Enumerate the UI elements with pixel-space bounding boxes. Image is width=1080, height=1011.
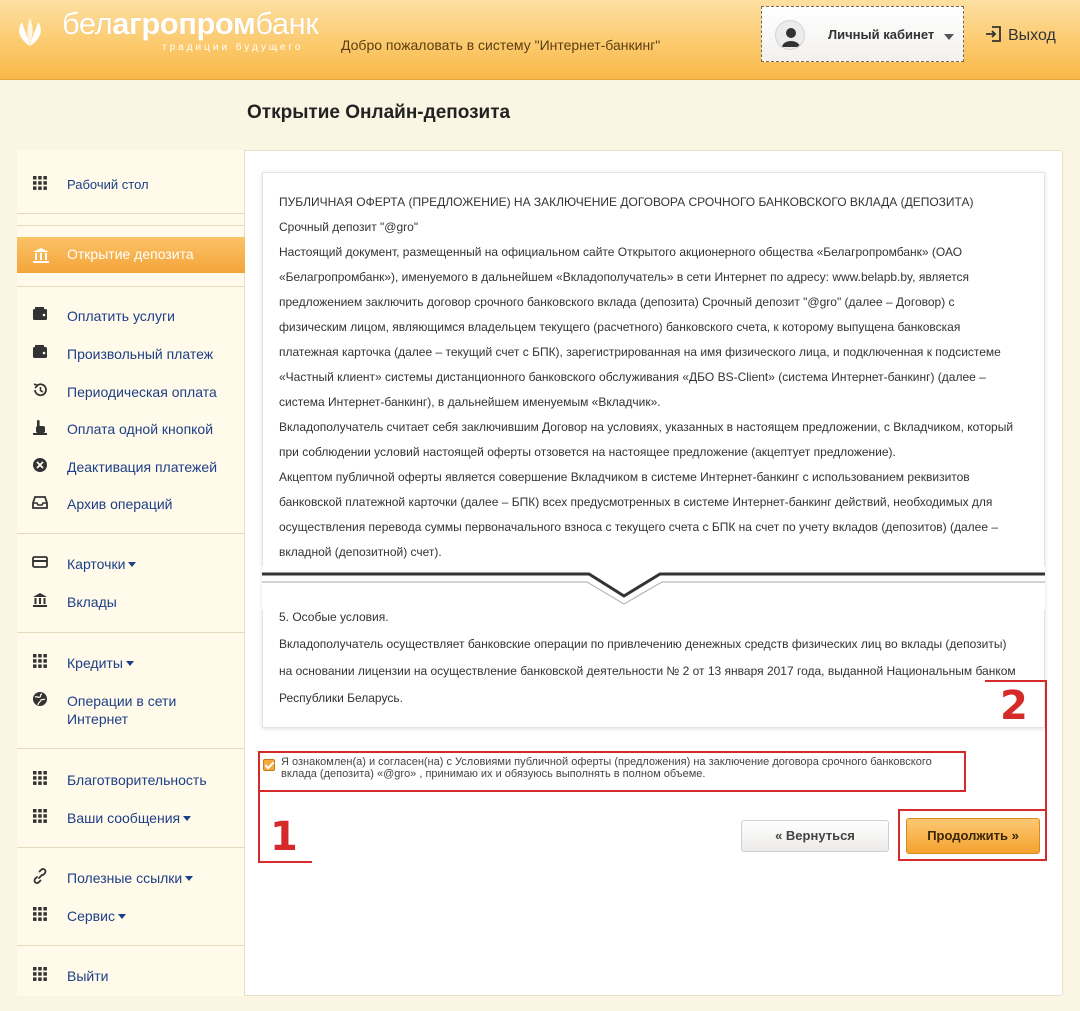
- sidebar-item-label: Архив операций: [67, 496, 173, 512]
- link-icon: [32, 868, 48, 884]
- chevron-down-icon: [118, 914, 126, 919]
- agreement-checkbox[interactable]: [263, 759, 275, 771]
- logout-label: Выход: [1008, 27, 1056, 44]
- back-button[interactable]: « Вернуться: [741, 820, 889, 852]
- sidebar-item-label: Ваши сообщения: [67, 809, 191, 827]
- sidebar-item-label: Выйти: [67, 968, 109, 984]
- annotation-line: [898, 859, 1047, 861]
- sidebar-item-label: Вклады: [67, 594, 117, 610]
- offer-paragraph: Вкладополучатель считает себя заключившим Договор на условиях, указанных в настоящем предложении, с Вкладчиком, который при соблюдении условий настоящей оферты отзовется на настоящее предложение (акцептует предложение).: [279, 420, 1014, 459]
- wallet-icon: [32, 344, 48, 360]
- wallet-icon: [32, 306, 48, 322]
- sidebar-item-service[interactable]: [17, 903, 245, 929]
- continue-button[interactable]: Продолжить »: [906, 818, 1040, 854]
- sidebar-item-credits[interactable]: [17, 650, 245, 676]
- sidebar-divider: [17, 632, 245, 633]
- annotation-line: [985, 680, 1047, 682]
- sidebar-divider: [17, 286, 245, 287]
- section-paragraph: Вкладополучатель осуществляет банковские операции по привлечению денежных средств физических лиц во вклады (депозиты) на основании лицензии на осуществление банковской деятельности № 2 от 13 января 2017 года, выданной Национальным банком Республики Беларусь.: [279, 637, 1016, 705]
- user-icon: [776, 21, 805, 50]
- annotation-line: [898, 809, 900, 861]
- sidebar-item-label: Периодическая оплата: [67, 384, 217, 400]
- sidebar-item-label: Оплатить услуги: [67, 308, 175, 324]
- sidebar-item-label: Благотворительность: [67, 772, 207, 788]
- sidebar-divider: [17, 533, 245, 534]
- sidebar-item-useful-links[interactable]: [17, 865, 245, 891]
- agreement-label: Я ознакомлен(а) и согласен(на) с Условиями публичной оферты (предложения) на заключение договора срочного банковского вклада (депозита) «@gro» , принимаю их и обязуюсь выполнять в полном объеме.: [281, 756, 932, 780]
- chevron-down-icon: [183, 816, 191, 821]
- sidebar-item-deactivate-payments[interactable]: [17, 454, 245, 480]
- sidebar-item-desktop[interactable]: [17, 172, 245, 198]
- offer-section-5: [279, 604, 1019, 712]
- chevron-down-icon: [944, 34, 954, 40]
- personal-cabinet-label: Личный кабинет: [828, 27, 935, 42]
- annotation-line: [258, 790, 260, 863]
- chevron-down-icon: [128, 562, 136, 567]
- sidebar-item-periodic-payment[interactable]: [17, 379, 245, 405]
- grid-icon: [32, 175, 48, 191]
- bank-logo-text[interactable]: белагропромбанк: [62, 6, 319, 41]
- bank-slogan: традиции будущего: [162, 42, 304, 53]
- chevron-down-icon: [126, 661, 134, 666]
- sidebar-item-arbitrary-payment[interactable]: [17, 341, 245, 367]
- annotation-line: [898, 809, 1047, 811]
- grid-icon: [32, 653, 48, 669]
- sidebar-item-internet-operations[interactable]: [17, 688, 245, 732]
- sidebar-item-messages[interactable]: [17, 805, 245, 831]
- sidebar-item-label: Произвольный платеж: [67, 346, 214, 362]
- logout-button[interactable]: [985, 25, 1056, 45]
- annotation-step-1: 1: [270, 814, 298, 860]
- sidebar-divider: [17, 748, 245, 749]
- sidebar-item-label: Полезные ссылки: [67, 869, 193, 887]
- sidebar-item-open-deposit[interactable]: [17, 237, 245, 273]
- annotation-step-2: 2: [1000, 683, 1028, 729]
- sidebar-divider: [17, 945, 245, 946]
- archive-tray-icon: [32, 494, 48, 510]
- credit-card-icon: [32, 554, 48, 570]
- welcome-text: Добро пожаловать в систему "Интернет-банкинг": [341, 37, 661, 53]
- annotation-line: [1045, 680, 1047, 810]
- offer-document-text: [279, 190, 1019, 565]
- grid-icon: [32, 966, 48, 982]
- section-title: 5. Особые условия.: [279, 610, 389, 624]
- sidebar-divider: [17, 847, 245, 848]
- sidebar-item-label: Открытие депозита: [67, 246, 194, 262]
- avatar: [775, 20, 805, 50]
- chevron-down-icon: [185, 876, 193, 881]
- grid-icon: [32, 808, 48, 824]
- sidebar-item-pay-services[interactable]: [17, 303, 245, 329]
- offer-paragraph: Настоящий документ, размещенный на официальном сайте Открытого акционерного общества «Белагропромбанк» (ОАО «Белагропромбанк»), именуемого в дальнейшем «Вкладополучатель» в сети Интернет по адресу: www.belapb.by, является предложением заключить договор срочного банковского вклада (депозита) Срочный депозит "@gro" (далее – Договор) с физическим лицом, являющимся владельцем текущего (расчетного) банковского счета, к которому выпущена банковская платежная карточка (далее – текущий счет с БПК), зарегистрированная на имя физического лица, и подключенная к подсистеме «Частный клиент» системы дистанционного банковского обслуживания «ДБО BS-Client» (система Интернет-банкинг) (далее – система Интернет-банкинг), в дальнейшем именуемым «Вкладчик».: [279, 245, 1001, 409]
- offer-heading: ПУБЛИЧНАЯ ОФЕРТА (ПРЕДЛОЖЕНИЕ) НА ЗАКЛЮЧЕНИЕ ДОГОВОРА СРОЧНОГО БАНКОВСКОГО ВКЛАДА (ДЕПОЗИТА): [279, 195, 974, 209]
- sidebar-item-label: Сервис: [67, 907, 126, 925]
- sidebar-item-label: Кредиты: [67, 654, 134, 672]
- hand-pointer-icon: [32, 419, 48, 435]
- sidebar-item-label: Оплата одной кнопкой: [67, 421, 214, 437]
- grid-icon: [32, 770, 48, 786]
- sidebar-divider: [17, 213, 245, 214]
- sidebar-item-label: Деактивация платежей: [67, 459, 218, 475]
- sidebar-item-exit[interactable]: [17, 963, 245, 989]
- offer-paragraph: Акцептом публичной оферты является совершение Вкладчиком в системе Интернет-банкинг с использованием реквизитов банковской платежной карточки (далее – БПК) всех предусмотренных в системе Интернет-банкинг действий, необходимых для осуществления перевода суммы первоначального взноса с текущего счета с БПК на счет по учету вкладов (депозитов) (далее – вкладной (депозитной) счет).: [279, 470, 999, 559]
- sidebar-item-one-button-payment[interactable]: [17, 416, 245, 442]
- close-circle-icon: [32, 457, 48, 473]
- history-icon: [32, 382, 48, 398]
- personal-cabinet-dropdown[interactable]: [761, 6, 964, 62]
- sidebar-divider: [17, 225, 245, 226]
- header-bar: [0, 0, 1080, 80]
- grid-icon: [32, 906, 48, 922]
- offer-deposit-name: Срочный депозит "@gro": [279, 220, 419, 234]
- globe-icon: [32, 691, 48, 707]
- sidebar-item-label: Операции в сети Интернет: [67, 693, 177, 727]
- bank-building-icon: [32, 592, 48, 608]
- sidebar-item-operations-archive[interactable]: [17, 491, 245, 517]
- sidebar-item-label: Рабочий стол: [67, 177, 149, 192]
- annotation-line: [1045, 809, 1047, 861]
- sidebar-item-cards[interactable]: [17, 551, 245, 577]
- sidebar-item-label: Карточки: [67, 555, 136, 573]
- sidebar-item-deposits[interactable]: [17, 589, 245, 615]
- sidebar-item-charity[interactable]: [17, 767, 245, 793]
- wheat-logo-icon: [12, 16, 48, 48]
- annotation-line: [258, 861, 312, 863]
- page-title: Открытие Онлайн-депозита: [247, 102, 511, 123]
- bank-building-icon: [32, 247, 50, 263]
- logout-icon: [985, 25, 1003, 43]
